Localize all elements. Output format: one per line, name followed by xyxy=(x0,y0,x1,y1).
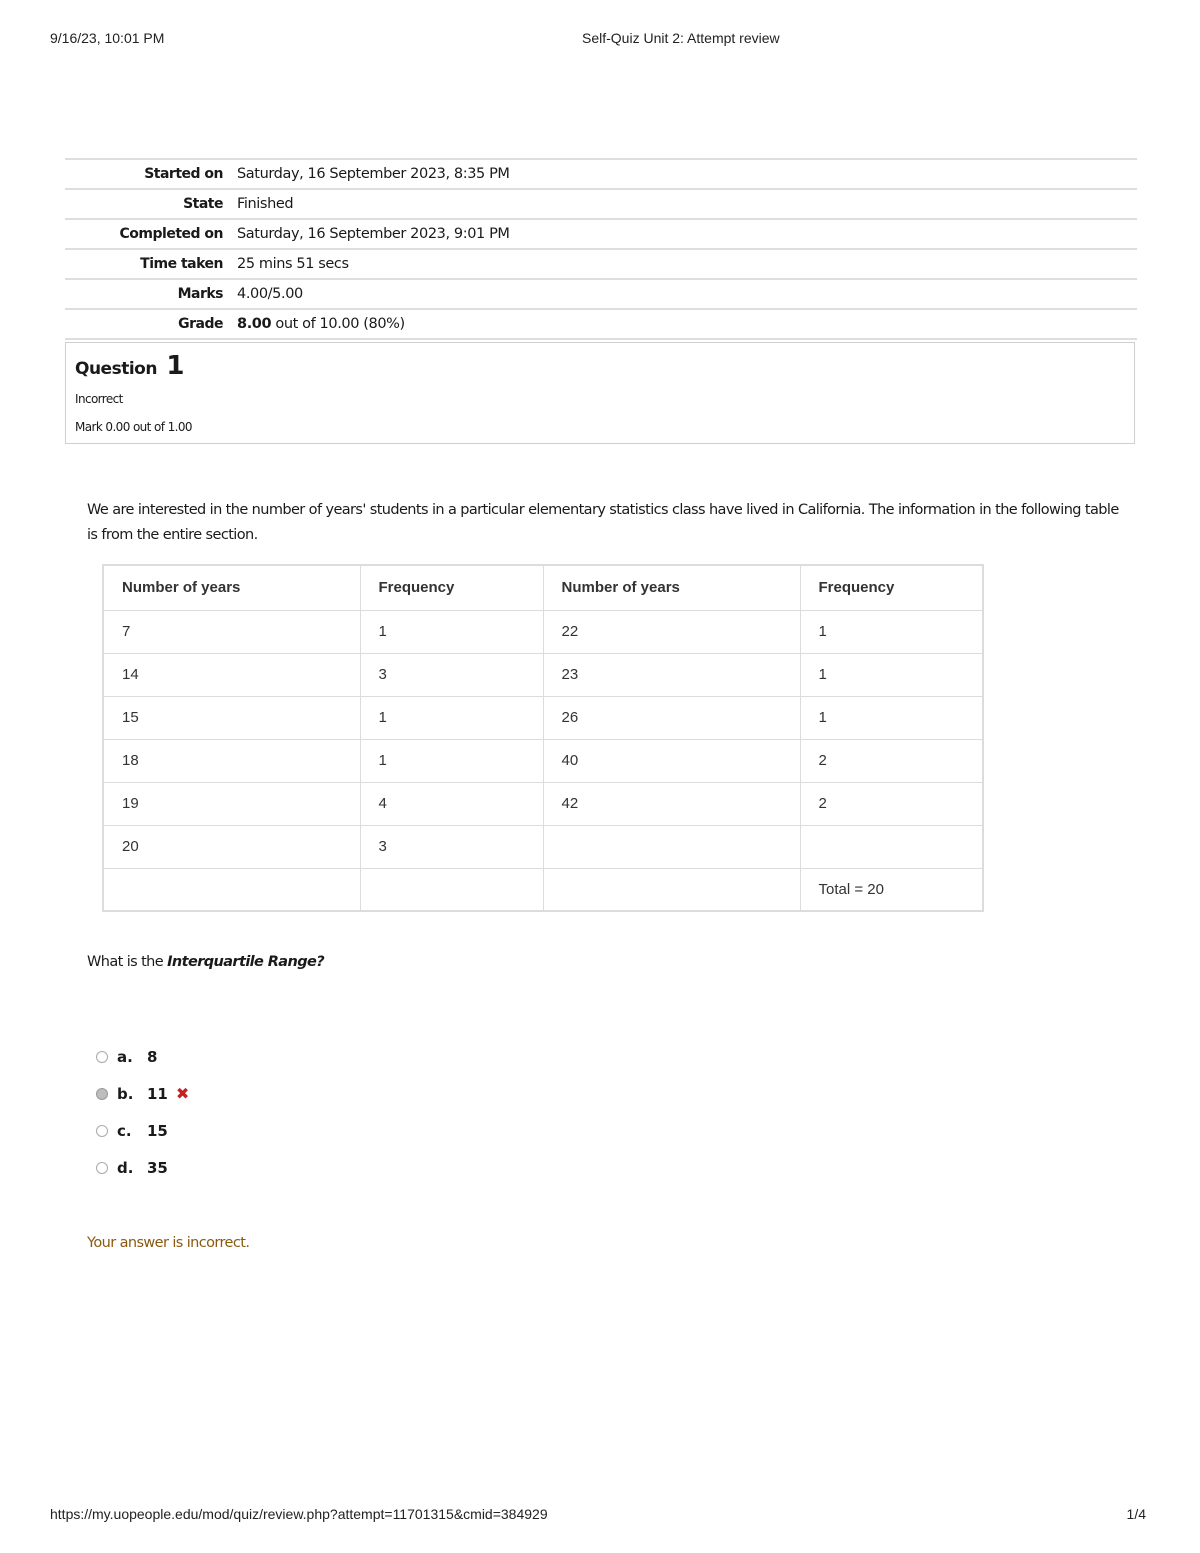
summary-row xyxy=(65,189,1137,219)
table-cell: 2 xyxy=(800,782,983,825)
answer-option[interactable] xyxy=(96,1038,189,1075)
summary-label: Time taken xyxy=(140,256,223,272)
summary-value: 4.00/5.00 xyxy=(237,286,303,302)
radio-button[interactable] xyxy=(96,1162,108,1174)
question-mark: Mark 0.00 out of 1.00 xyxy=(75,420,192,434)
answer-text: 11 xyxy=(147,1084,168,1103)
table-row xyxy=(103,610,983,653)
summary-label: Started on xyxy=(144,166,223,182)
answer-text: 8 xyxy=(147,1047,158,1066)
grade-rest: out of 10.00 (80%) xyxy=(271,316,405,332)
table-cell xyxy=(360,868,543,911)
table-cell: 14 xyxy=(103,653,360,696)
question-prompt xyxy=(87,954,324,970)
table-cell: 42 xyxy=(543,782,800,825)
frequency-table xyxy=(102,564,984,912)
table-cell: 3 xyxy=(360,653,543,696)
question-state: Incorrect xyxy=(75,392,123,406)
table-row xyxy=(103,739,983,782)
summary-value: Finished xyxy=(237,196,294,212)
table-cell: 1 xyxy=(360,739,543,782)
table-cell xyxy=(103,868,360,911)
table-cell xyxy=(543,868,800,911)
prompt-emphasis: Interquartile Range? xyxy=(167,954,325,970)
answer-options xyxy=(96,1038,189,1186)
table-cell: 15 xyxy=(103,696,360,739)
summary-label: Grade xyxy=(178,316,223,332)
attempt-summary-table xyxy=(65,158,1137,340)
question-info-box xyxy=(65,342,1135,444)
summary-row xyxy=(65,219,1137,249)
answer-feedback: Your answer is incorrect. xyxy=(87,1235,250,1251)
answer-letter: b. xyxy=(117,1084,134,1103)
table-cell: 26 xyxy=(543,696,800,739)
table-cell: 7 xyxy=(103,610,360,653)
print-title: Self-Quiz Unit 2: Attempt review xyxy=(582,30,780,46)
summary-label: Marks xyxy=(177,286,223,302)
table-cell: 40 xyxy=(543,739,800,782)
summary-value: Saturday, 16 September 2023, 9:01 PM xyxy=(237,226,510,242)
answer-text: 35 xyxy=(147,1158,168,1177)
table-cell: Total = 20 xyxy=(800,868,983,911)
print-url: https://my.uopeople.edu/mod/quiz/review.php?attempt=11701315&cmid=384929 xyxy=(50,1506,548,1522)
answer-letter: d. xyxy=(117,1158,134,1177)
summary-row xyxy=(65,279,1137,309)
table-cell: 3 xyxy=(360,825,543,868)
table-header-row xyxy=(103,565,983,610)
table-row xyxy=(103,653,983,696)
table-row xyxy=(103,696,983,739)
question-number xyxy=(75,351,184,381)
incorrect-x-icon: ✖ xyxy=(175,1084,190,1103)
table-cell: 1 xyxy=(360,696,543,739)
table-row xyxy=(103,782,983,825)
answer-option[interactable] xyxy=(96,1112,189,1149)
question-label: Question xyxy=(75,359,157,379)
summary-label: State xyxy=(183,196,223,212)
answer-text: 15 xyxy=(147,1121,168,1140)
table-cell: 23 xyxy=(543,653,800,696)
answer-option[interactable] xyxy=(96,1149,189,1186)
table-cell: 4 xyxy=(360,782,543,825)
print-datetime: 9/16/23, 10:01 PM xyxy=(50,30,165,46)
page-number: 1/4 xyxy=(1126,1506,1146,1522)
grade-value: 8.00 xyxy=(237,316,272,332)
table-cell: 19 xyxy=(103,782,360,825)
answer-letter: a. xyxy=(117,1047,133,1066)
radio-button[interactable] xyxy=(96,1088,108,1100)
summary-value xyxy=(223,309,1137,339)
column-header: Frequency xyxy=(360,565,543,610)
summary-label: Completed on xyxy=(119,226,223,242)
question-text: We are interested in the number of years' students in a particular elementary statistics class have lived in California. The information in the following table is from the entire section. xyxy=(87,502,1119,543)
answer-letter: c. xyxy=(117,1121,132,1140)
summary-row xyxy=(65,309,1137,339)
answer-option[interactable] xyxy=(96,1075,189,1112)
table-cell: 1 xyxy=(800,610,983,653)
column-header: Frequency xyxy=(800,565,983,610)
question-num: 1 xyxy=(166,351,184,381)
column-header: Number of years xyxy=(543,565,800,610)
table-row xyxy=(103,868,983,911)
summary-row xyxy=(65,249,1137,279)
table-cell: 18 xyxy=(103,739,360,782)
column-header: Number of years xyxy=(103,565,360,610)
table-cell: 1 xyxy=(800,653,983,696)
table-cell: 20 xyxy=(103,825,360,868)
table-cell xyxy=(800,825,983,868)
table-cell: 1 xyxy=(360,610,543,653)
table-cell: 2 xyxy=(800,739,983,782)
table-cell: 22 xyxy=(543,610,800,653)
summary-value: Saturday, 16 September 2023, 8:35 PM xyxy=(237,166,510,182)
radio-button[interactable] xyxy=(96,1125,108,1137)
table-row xyxy=(103,825,983,868)
summary-value: 25 mins 51 secs xyxy=(237,256,349,272)
summary-row xyxy=(65,159,1137,189)
table-cell: 1 xyxy=(800,696,983,739)
radio-button[interactable] xyxy=(96,1051,108,1063)
prompt-prefix: What is the xyxy=(87,954,168,970)
table-cell xyxy=(543,825,800,868)
